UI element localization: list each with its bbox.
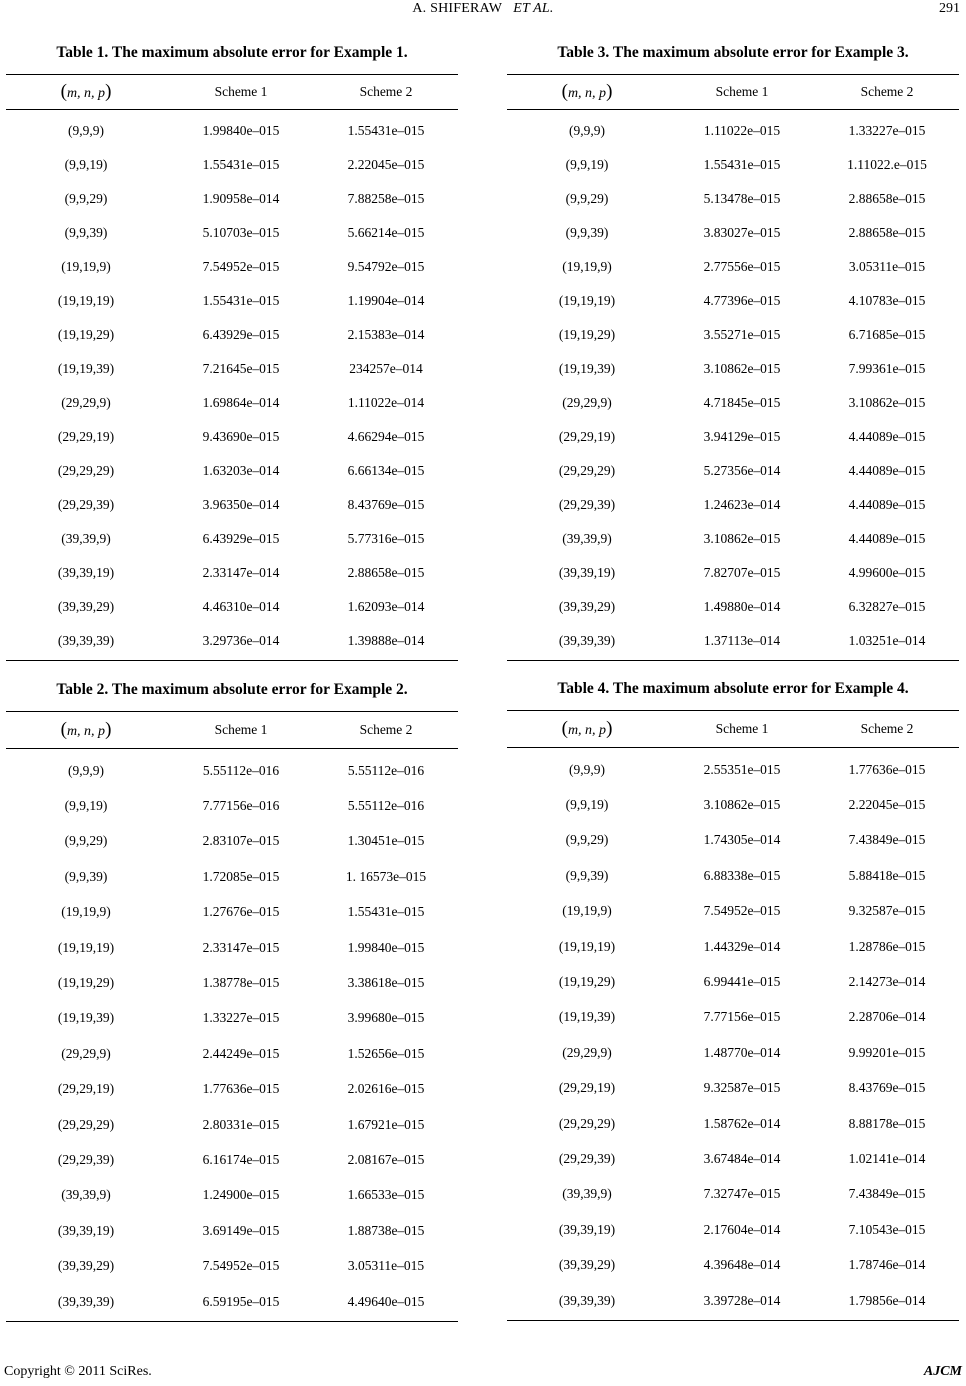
table-2-header-row [6,712,458,748]
cell-mnp: (39,39,19) [558,1221,616,1237]
table-row [6,216,458,250]
cell-mnp: (39,39,29) [558,599,616,614]
table-row [507,386,959,420]
cell-scheme1: 3.94129e–015 [703,429,781,444]
cell-scheme2: 4.49640e–015 [347,1293,425,1309]
col-header-scheme2: Scheme 2 [359,84,413,99]
cell-mnp: (39,39,19) [558,565,616,580]
cell-scheme2: 2.15383e–014 [347,327,425,342]
cell-mnp: (39,39,19) [57,565,115,580]
cell-scheme2: 1.11022e–014 [347,395,425,410]
cell-scheme1: 3.10862e–015 [703,797,781,813]
page-number: 291 [939,1,960,16]
table-row [6,1142,458,1177]
table-row [6,624,458,658]
cell-scheme1: 6.99441e–015 [703,974,781,990]
cell-mnp: (29,29,29) [558,463,616,478]
cell-scheme1: 1.69864e–014 [202,395,280,410]
cell-mnp: (39,39,9) [61,1187,111,1203]
table-row [507,823,959,858]
table-row [507,1035,959,1070]
table-row [507,114,959,148]
cell-mnp: (9,9,29) [64,833,108,849]
cell-scheme2: 2.22045e–015 [848,797,926,813]
table-row [507,1071,959,1106]
table-row [507,752,959,787]
cell-scheme1: 1.55431e–015 [703,157,781,172]
cell-scheme2: 1.67921e–015 [347,1116,425,1132]
cell-scheme1: 3.39728e–014 [703,1292,781,1308]
table-row [6,148,458,182]
table-row [507,929,959,964]
cell-scheme1: 7.82707e–015 [703,565,781,580]
cell-scheme1: 1.37113e–014 [703,633,781,648]
table-row [6,1036,458,1071]
table-3-bottom-rule [507,660,959,661]
cell-scheme1: 1.11022e–015 [703,123,781,138]
table-1 [6,38,458,661]
cell-mnp: (9,9,9) [569,123,605,138]
table-row [6,930,458,965]
cell-scheme2: 6.71685e–015 [848,327,926,342]
table-4-body [507,748,959,1320]
cell-scheme2: 2.14273e–014 [848,974,926,990]
cell-scheme2: 1.52656e–015 [347,1045,425,1061]
cell-scheme1: 2.17604e–014 [703,1221,781,1237]
cell-mnp: (19,19,19) [57,939,115,955]
cell-mnp: (39,39,9) [562,1186,612,1202]
table-3-body [507,110,959,660]
table-row [507,284,959,318]
cell-scheme1: 7.54952e–015 [202,1258,280,1274]
cell-mnp: (9,9,9) [68,762,104,778]
cell-scheme1: 2.77556e–015 [703,259,781,274]
col-header-scheme2: Scheme 2 [860,721,914,736]
cell-scheme2: 2.88658e–015 [848,191,926,206]
cell-mnp: (19,19,29) [57,975,115,991]
cell-scheme1: 6.16174e–015 [202,1151,280,1167]
table-row [507,1000,959,1035]
cell-scheme2: 2.28706e–014 [848,1009,926,1025]
cell-scheme1: 6.43929e–015 [202,327,280,342]
cell-mnp: (29,29,19) [57,429,115,444]
cell-scheme1: 3.69149e–015 [202,1222,280,1238]
table-row [6,182,458,216]
cell-scheme2: 8.43769e–015 [347,497,425,512]
table-1-header-row [6,75,458,109]
cell-mnp: (39,39,9) [562,531,612,546]
cell-scheme2: 1.55431e–015 [347,904,425,920]
cell-mnp: (9,9,39) [565,867,609,883]
header-et-al: ET AL. [513,1,554,16]
cell-mnp: (19,19,39) [558,1009,616,1025]
cell-mnp: (9,9,29) [565,832,609,848]
cell-scheme1: 4.71845e–015 [703,395,781,410]
journal-name: AJCM [923,1364,962,1379]
cell-scheme1: 2.44249e–015 [202,1045,280,1061]
cell-mnp: (29,29,39) [558,1150,616,1166]
table-row [507,488,959,522]
cell-scheme2: 1.55431e–015 [347,123,425,138]
cell-scheme1: 3.96350e–014 [202,497,280,512]
cell-mnp: (19,19,39) [57,1010,115,1026]
table-row [6,753,458,788]
table-3-header-row [507,75,959,109]
table-row [507,1212,959,1247]
cell-scheme1: 7.21645e–015 [202,361,280,376]
cell-mnp: (19,19,19) [558,293,616,308]
cell-mnp: (39,39,39) [57,1293,115,1309]
cell-scheme2: 1. 16573e–015 [345,868,427,884]
running-header [0,0,966,24]
cell-scheme1: 1.38778e–015 [202,975,280,991]
cell-mnp: (9,9,29) [565,191,609,206]
cell-mnp: (19,19,39) [57,361,115,376]
cell-scheme1: 1.55431e–015 [202,293,280,308]
table-row [6,859,458,894]
cell-scheme1: 1.58762e–014 [703,1115,781,1131]
cell-mnp: (9,9,29) [64,191,108,206]
cell-mnp: (29,29,29) [558,1115,616,1131]
table-row [6,895,458,930]
cell-scheme2: 7.99361e–015 [848,361,926,376]
header-author: A. SHIFERAW [412,1,503,16]
cell-mnp: (29,29,9) [562,395,612,410]
cell-scheme1: 2.83107e–015 [202,833,280,849]
cell-scheme2: 1.79856e–014 [848,1292,926,1308]
cell-scheme1: 7.54952e–015 [202,259,280,274]
cell-scheme1: 7.77156e–015 [703,1009,781,1025]
cell-scheme2: 4.66294e–015 [347,429,425,444]
table-3-caption: Table 3. The maximum absolute error for Example 3. [557,44,909,61]
cell-mnp: (19,19,9) [61,259,111,274]
table-row [507,148,959,182]
cell-scheme1: 1.63203e–014 [202,463,280,478]
cell-scheme2: 4.10783e–015 [848,293,926,308]
table-row [6,352,458,386]
cell-scheme1: 4.46310e–014 [202,599,280,614]
cell-scheme1: 6.88338e–015 [703,867,781,883]
table-row [6,420,458,454]
table-row [6,1178,458,1213]
cell-scheme1: 1.99840e–015 [202,123,280,138]
col-header-mnp: (m, n, p) [60,81,112,102]
cell-scheme1: 7.54952e–015 [703,903,781,919]
cell-mnp: (29,29,29) [57,1116,115,1132]
table-row [6,824,458,859]
table-row [6,386,458,420]
cell-scheme1: 1.55431e–015 [202,157,280,172]
cell-mnp: (19,19,29) [57,327,115,342]
col-header-scheme2: Scheme 2 [860,84,914,99]
cell-mnp: (9,9,9) [68,123,104,138]
cell-mnp: (39,39,29) [57,599,115,614]
cell-mnp: (19,19,9) [562,903,612,919]
cell-scheme2: 5.77316e–015 [347,531,425,546]
cell-scheme2: 9.54792e–015 [347,259,425,274]
table-4-header-row [507,711,959,747]
table-row [6,788,458,823]
table-row [6,250,458,284]
table-row [6,318,458,352]
cell-mnp: (19,19,39) [558,361,616,376]
table-2-body [6,749,458,1321]
cell-mnp: (19,19,19) [558,938,616,954]
table-2-caption: Table 2. The maximum absolute error for Example 2. [56,681,408,698]
table-row [6,114,458,148]
cell-mnp: (19,19,29) [558,327,616,342]
table-4-bottom-rule [507,1320,959,1321]
cell-scheme1: 5.27356e–014 [703,463,781,478]
cell-scheme1: 3.10862e–015 [703,361,781,376]
cell-scheme2: 7.10543e–015 [848,1221,926,1237]
cell-mnp: (9,9,19) [64,157,108,172]
table-row [507,522,959,556]
col-header-scheme1: Scheme 1 [715,721,769,736]
cell-scheme1: 1.44329e–014 [703,938,781,954]
table-row [507,352,959,386]
table-row [507,858,959,893]
table-3 [507,38,959,661]
cell-mnp: (29,29,19) [57,1081,115,1097]
cell-scheme2: 2.08167e–015 [347,1151,425,1167]
table-row [6,1248,458,1283]
cell-mnp: (39,39,39) [558,1292,616,1308]
cell-mnp: (9,9,39) [64,225,108,240]
table-row [507,1247,959,1282]
table-row [6,965,458,1000]
table-row [507,1283,959,1318]
table-row [6,284,458,318]
cell-scheme1: 7.77156e–016 [202,798,280,814]
cell-scheme1: 9.43690e–015 [202,429,280,444]
table-row [507,1106,959,1141]
cell-scheme2: 4.44089e–015 [848,531,926,546]
cell-scheme2: 5.66214e–015 [347,225,425,240]
running-title [0,1,966,17]
cell-scheme2: 1.11022.e–015 [847,157,927,172]
cell-scheme1: 3.10862e–015 [703,531,781,546]
table-row [507,182,959,216]
table-row [6,556,458,590]
table-row [507,1177,959,1212]
cell-scheme2: 1.88738e–015 [347,1222,425,1238]
cell-scheme1: 1.27676e–015 [202,904,280,920]
col-header-scheme1: Scheme 1 [214,84,268,99]
cell-mnp: (39,39,9) [61,531,111,546]
cell-mnp: (9,9,19) [64,798,108,814]
table-1-caption: Table 1. The maximum absolute error for Example 1. [56,44,408,61]
cell-mnp: (9,9,19) [565,157,609,172]
table-row [6,1072,458,1107]
cell-mnp: (29,29,29) [57,463,115,478]
table-2-bottom-rule [6,1321,458,1322]
cell-scheme2: 8.43769e–015 [848,1080,926,1096]
table-row [507,250,959,284]
cell-scheme1: 1.33227e–015 [202,1010,280,1026]
cell-scheme1: 1.24623e–014 [703,497,781,512]
cell-scheme2: 1.78746e–014 [848,1257,926,1273]
cell-scheme1: 2.55351e–015 [703,761,781,777]
table-row [507,454,959,488]
cell-mnp: (9,9,19) [565,797,609,813]
cell-scheme2: 7.43849e–015 [848,1186,926,1202]
cell-scheme2: 5.88418e–015 [848,867,926,883]
cell-scheme2: 1.03251e–014 [848,633,926,648]
table-row [507,624,959,658]
cell-mnp: (19,19,9) [562,259,612,274]
table-row [507,787,959,822]
cell-mnp: (29,29,19) [558,1080,616,1096]
cell-mnp: (39,39,39) [558,633,616,648]
cell-mnp: (39,39,19) [57,1222,115,1238]
cell-scheme2: 6.32827e–015 [848,599,926,614]
col-header-scheme1: Scheme 1 [214,722,268,737]
cell-scheme2: 3.05311e–015 [848,259,926,274]
cell-scheme1: 9.32587e–015 [703,1080,781,1096]
col-header-scheme2: Scheme 2 [359,722,413,737]
cell-mnp: (29,29,19) [558,429,616,444]
cell-scheme1: 1.72085e–015 [202,868,280,884]
cell-scheme1: 6.59195e–015 [202,1293,280,1309]
cell-mnp: (29,29,39) [57,1151,115,1167]
cell-scheme2: 1.62093e–014 [347,599,425,614]
table-row [507,420,959,454]
table-row [6,1107,458,1142]
cell-scheme1: 4.39648e–014 [703,1257,781,1273]
cell-mnp: (39,39,39) [57,633,115,648]
table-row [507,556,959,590]
table-4-caption: Table 4. The maximum absolute error for Example 4. [557,680,909,697]
cell-scheme1: 3.29736e–014 [202,633,280,648]
cell-scheme2: 2.22045e–015 [347,157,425,172]
table-row [507,894,959,929]
cell-scheme2: 2.88658e–015 [347,565,425,580]
cell-scheme2: 3.38618e–015 [347,975,425,991]
cell-scheme1: 7.32747e–015 [703,1186,781,1202]
cell-scheme2: 9.32587e–015 [848,903,926,919]
cell-scheme2: 3.05311e–015 [347,1258,425,1274]
cell-scheme1: 2.80331e–015 [202,1116,280,1132]
cell-scheme2: 1.33227e–015 [848,123,926,138]
table-row [6,590,458,624]
cell-scheme1: 6.43929e–015 [202,531,280,546]
table-row [507,216,959,250]
cell-scheme2: 1.77636e–015 [848,761,926,777]
cell-scheme2: 7.88258e–015 [347,191,425,206]
col-header-scheme1: Scheme 1 [715,84,769,99]
cell-mnp: (39,39,29) [57,1258,115,1274]
table-1-body [6,110,458,660]
table-row [6,488,458,522]
cell-scheme2: 1.30451e–015 [347,833,425,849]
cell-scheme1: 4.77396e–015 [703,293,781,308]
cell-scheme2: 2.02616e–015 [347,1081,425,1097]
cell-scheme2: 3.10862e–015 [848,395,926,410]
col-header-mnp: (m, n, p) [561,718,613,739]
cell-mnp: (29,29,39) [558,497,616,512]
cell-mnp: (9,9,9) [569,761,605,777]
col-header-mnp: (m, n, p) [60,719,112,740]
cell-scheme1: 5.55112e–016 [202,762,280,778]
cell-scheme2: 4.44089e–015 [848,497,926,512]
table-row [507,590,959,624]
cell-scheme1: 5.10703e–015 [202,225,280,240]
table-row [6,1284,458,1319]
cell-scheme1: 2.33147e–014 [202,565,280,580]
cell-scheme2: 4.44089e–015 [848,429,926,444]
cell-scheme2: 6.66134e–015 [347,463,425,478]
cell-scheme1: 1.24900e–015 [202,1187,280,1203]
table-row [507,964,959,999]
cell-mnp: (29,29,9) [61,395,111,410]
table-4 [507,674,959,1321]
cell-scheme1: 1.49880e–014 [703,599,781,614]
cell-scheme2: 4.99600e–015 [848,565,926,580]
cell-mnp: (19,19,9) [61,904,111,920]
cell-scheme2: 3.99680e–015 [347,1010,425,1026]
cell-mnp: (29,29,39) [57,497,115,512]
cell-scheme1: 1.90958e–014 [202,191,280,206]
cell-scheme2: 1.99840e–015 [347,939,425,955]
cell-scheme2: 4.44089e–015 [848,463,926,478]
cell-scheme1: 2.33147e–015 [202,939,280,955]
cell-scheme2: 8.88178e–015 [848,1115,926,1131]
table-1-bottom-rule [6,660,458,661]
cell-mnp: (19,19,19) [57,293,115,308]
table-row [6,454,458,488]
cell-scheme2: 1.66533e–015 [347,1187,425,1203]
cell-mnp: (19,19,29) [558,974,616,990]
cell-mnp: (29,29,9) [562,1044,612,1060]
cell-scheme2: 1.19904e–014 [347,293,425,308]
cell-scheme1: 3.67484e–014 [703,1150,781,1166]
cell-scheme2: 5.55112e–016 [347,798,425,814]
cell-scheme1: 3.83027e–015 [703,225,781,240]
cell-scheme2: 1.02141e–014 [848,1150,926,1166]
table-row [6,1001,458,1036]
cell-scheme2: 1.28786e–015 [848,938,926,954]
table-row [6,1213,458,1248]
cell-scheme1: 1.48770e–014 [703,1044,781,1060]
cell-scheme2: 5.55112e–016 [347,762,425,778]
cell-mnp: (9,9,39) [64,868,108,884]
col-header-mnp: (m, n, p) [561,81,613,102]
cell-mnp: (9,9,39) [565,225,609,240]
cell-scheme2: 234257e–014 [349,361,423,376]
cell-mnp: (39,39,29) [558,1257,616,1273]
cell-scheme2: 7.43849e–015 [848,832,926,848]
table-row [507,318,959,352]
cell-scheme2: 2.88658e–015 [848,225,926,240]
cell-scheme1: 1.77636e–015 [202,1081,280,1097]
copyright-notice: Copyright © 2011 SciRes. [4,1364,152,1379]
table-2 [6,675,458,1322]
cell-mnp: (29,29,9) [61,1045,111,1061]
table-row [507,1141,959,1176]
cell-scheme2: 1.39888e–014 [347,633,425,648]
cell-scheme1: 1.74305e–014 [703,832,781,848]
cell-scheme2: 9.99201e–015 [848,1044,926,1060]
table-row [6,522,458,556]
cell-scheme1: 5.13478e–015 [703,191,781,206]
cell-scheme1: 3.55271e–015 [703,327,781,342]
